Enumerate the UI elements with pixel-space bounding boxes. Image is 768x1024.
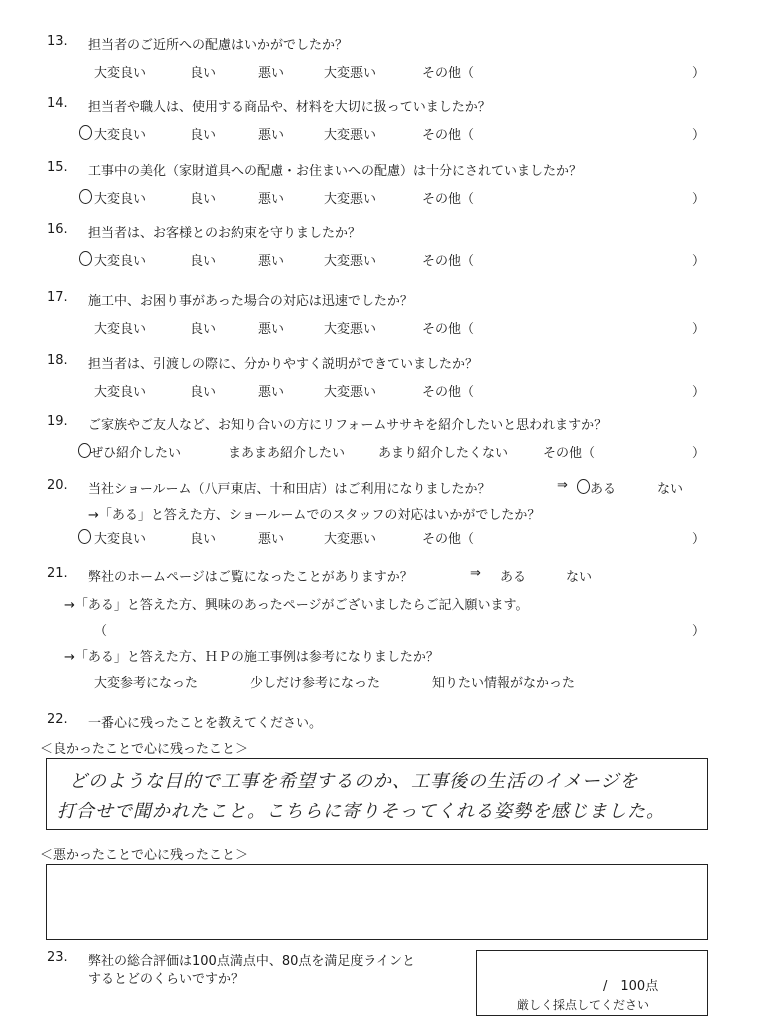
paren-close: ） bbox=[692, 624, 706, 639]
bad-label: ＜悪かったことで心に残ったこと＞ bbox=[40, 848, 249, 863]
question-text-line-2: するとどのくらいですか？ bbox=[88, 972, 245, 987]
good-label: ＜良かったことで心に残ったこと＞ bbox=[40, 742, 249, 757]
question-number: 17. bbox=[47, 290, 68, 305]
option-good[interactable]: 良い bbox=[190, 385, 217, 400]
score-box[interactable] bbox=[476, 950, 708, 1016]
paren-close: ） bbox=[692, 128, 706, 143]
option-very-good[interactable]: 大変良い bbox=[94, 128, 147, 143]
option-no[interactable]: ない bbox=[657, 482, 684, 497]
circle-mark bbox=[79, 125, 92, 140]
option-good[interactable]: 良い bbox=[190, 532, 217, 547]
option-bad[interactable]: 悪い bbox=[258, 322, 285, 337]
option-other[interactable]: その他（ bbox=[422, 128, 475, 143]
option-bad[interactable]: 悪い bbox=[258, 385, 285, 400]
followup-question-1: →「ある」と答えた方、興味のあったページがございましたらご記入願います。 bbox=[64, 598, 529, 613]
option-other[interactable]: その他（ bbox=[422, 532, 475, 547]
option-other[interactable]: その他（ bbox=[422, 385, 475, 400]
paren-close: ） bbox=[692, 532, 706, 547]
option-good[interactable]: 良い bbox=[190, 254, 217, 269]
question-text-line-1: 弊社の総合評価は100点満点中、80点を満足度ラインと bbox=[88, 954, 415, 969]
question-number: 19. bbox=[47, 414, 68, 429]
option-very-bad[interactable]: 大変悪い bbox=[324, 532, 377, 547]
score-label: / 100点 bbox=[603, 979, 659, 994]
option-very-good[interactable]: 大変良い bbox=[94, 385, 147, 400]
option-very-bad[interactable]: 大変悪い bbox=[324, 385, 377, 400]
paren-open: （ bbox=[94, 624, 108, 639]
option-very-good[interactable]: 大変良い bbox=[94, 66, 147, 81]
score-note: 厳しく採点してください bbox=[517, 998, 650, 1012]
option-bad[interactable]: 悪い bbox=[258, 128, 285, 143]
option-bad[interactable]: 悪い bbox=[258, 66, 285, 81]
circle-mark bbox=[78, 529, 91, 544]
option-good[interactable]: 良い bbox=[190, 66, 217, 81]
question-text: 工事中の美化（家財道具への配慮・お住まいへの配慮）は十分にされていましたか？ bbox=[88, 164, 583, 179]
option-other[interactable]: その他（ bbox=[422, 322, 475, 337]
option-bad[interactable]: 悪い bbox=[258, 532, 285, 547]
paren-close: ） bbox=[692, 322, 706, 337]
question-text: 担当者のご近所への配慮はいかがでしたか？ bbox=[88, 38, 349, 53]
question-text: 施工中、お困り事があった場合の対応は迅速でしたか？ bbox=[88, 294, 413, 309]
question-number: 22. bbox=[47, 712, 68, 727]
option-slightly-helpful[interactable]: 少しだけ参考になった bbox=[250, 676, 381, 691]
good-comment-box[interactable] bbox=[46, 758, 708, 830]
option-very-good[interactable]: 大変良い bbox=[94, 322, 147, 337]
option-good[interactable]: 良い bbox=[190, 128, 217, 143]
question-number: 13. bbox=[47, 34, 68, 49]
question-number: 23. bbox=[47, 950, 68, 965]
question-text: ご家族やご友人など、お知り合いの方にリフォームササキを紹介したいと思われますか？ bbox=[88, 418, 608, 433]
option-yes[interactable]: ある bbox=[500, 570, 527, 585]
option-very-bad[interactable]: 大変悪い bbox=[324, 254, 377, 269]
option-very-bad[interactable]: 大変悪い bbox=[324, 322, 377, 337]
option-other[interactable]: その他（ bbox=[422, 192, 475, 207]
followup-question: →「ある」と答えた方、ショールームでのスタッフの対応はいかがでしたか？ bbox=[88, 508, 541, 523]
option-very-good[interactable]: 大変良い bbox=[94, 532, 147, 547]
arrow-icon: ⇒ bbox=[557, 478, 568, 493]
option-very-helpful[interactable]: 大変参考になった bbox=[94, 676, 199, 691]
circle-mark bbox=[79, 189, 92, 204]
question-text: 弊社のホームページはご覧になったことがありますか？ bbox=[88, 570, 413, 585]
option-good[interactable]: 良い bbox=[190, 192, 217, 207]
question-text: 担当者は、引渡しの際に、分かりやすく説明ができていましたか？ bbox=[88, 357, 479, 372]
handwritten-line-2: 打合せで聞かれたこと。こちらに寄りそってくれる姿勢を感じました。 bbox=[57, 801, 665, 822]
option-not-found[interactable]: 知りたい情報がなかった bbox=[432, 676, 576, 691]
question-number: 20. bbox=[47, 478, 68, 493]
option-not-really[interactable]: あまり紹介したくない bbox=[378, 446, 509, 461]
question-number: 14. bbox=[47, 96, 68, 111]
paren-close: ） bbox=[692, 446, 706, 461]
question-number: 16. bbox=[47, 222, 68, 237]
question-number: 15. bbox=[47, 160, 68, 175]
option-very-good[interactable]: 大変良い bbox=[94, 254, 147, 269]
option-other[interactable]: その他（ bbox=[543, 446, 596, 461]
question-number: 18. bbox=[47, 353, 68, 368]
option-very-bad[interactable]: 大変悪い bbox=[324, 192, 377, 207]
option-yes-definitely[interactable]: ぜひ紹介したい bbox=[90, 446, 182, 461]
circle-mark bbox=[577, 479, 590, 494]
option-bad[interactable]: 悪い bbox=[258, 192, 285, 207]
arrow-icon: ⇒ bbox=[470, 566, 481, 581]
option-yes[interactable]: ある bbox=[590, 482, 617, 497]
option-no[interactable]: ない bbox=[566, 570, 593, 585]
option-other[interactable]: その他（ bbox=[422, 66, 475, 81]
circle-mark bbox=[79, 251, 92, 266]
paren-close: ） bbox=[692, 66, 706, 81]
option-other[interactable]: その他（ bbox=[422, 254, 475, 269]
option-somewhat[interactable]: まあまあ紹介したい bbox=[228, 446, 346, 461]
paren-close: ） bbox=[692, 254, 706, 269]
paren-close: ） bbox=[692, 192, 706, 207]
question-text: 担当者や職人は、使用する商品や、材料を大切に扱っていましたか？ bbox=[88, 100, 491, 115]
followup-question-2: →「ある」と答えた方、ＨＰの施工事例は参考になりましたか？ bbox=[64, 650, 439, 665]
question-text: 担当者は、お客様とのお約束を守りましたか？ bbox=[88, 226, 362, 241]
handwritten-line-1: どのような目的で工事を希望するのか、工事後の生活のイメージを bbox=[69, 771, 639, 792]
question-number: 21. bbox=[47, 566, 68, 581]
option-bad[interactable]: 悪い bbox=[258, 254, 285, 269]
option-good[interactable]: 良い bbox=[190, 322, 217, 337]
question-text: 一番心に残ったことを教えてください。 bbox=[88, 716, 323, 731]
bad-comment-box[interactable] bbox=[46, 864, 708, 940]
question-text: 当社ショールーム（八戸東店、十和田店）はご利用になりましたか？ bbox=[88, 482, 491, 497]
option-very-good[interactable]: 大変良い bbox=[94, 192, 147, 207]
option-very-bad[interactable]: 大変悪い bbox=[324, 128, 377, 143]
option-very-bad[interactable]: 大変悪い bbox=[324, 66, 377, 81]
paren-close: ） bbox=[692, 385, 706, 400]
